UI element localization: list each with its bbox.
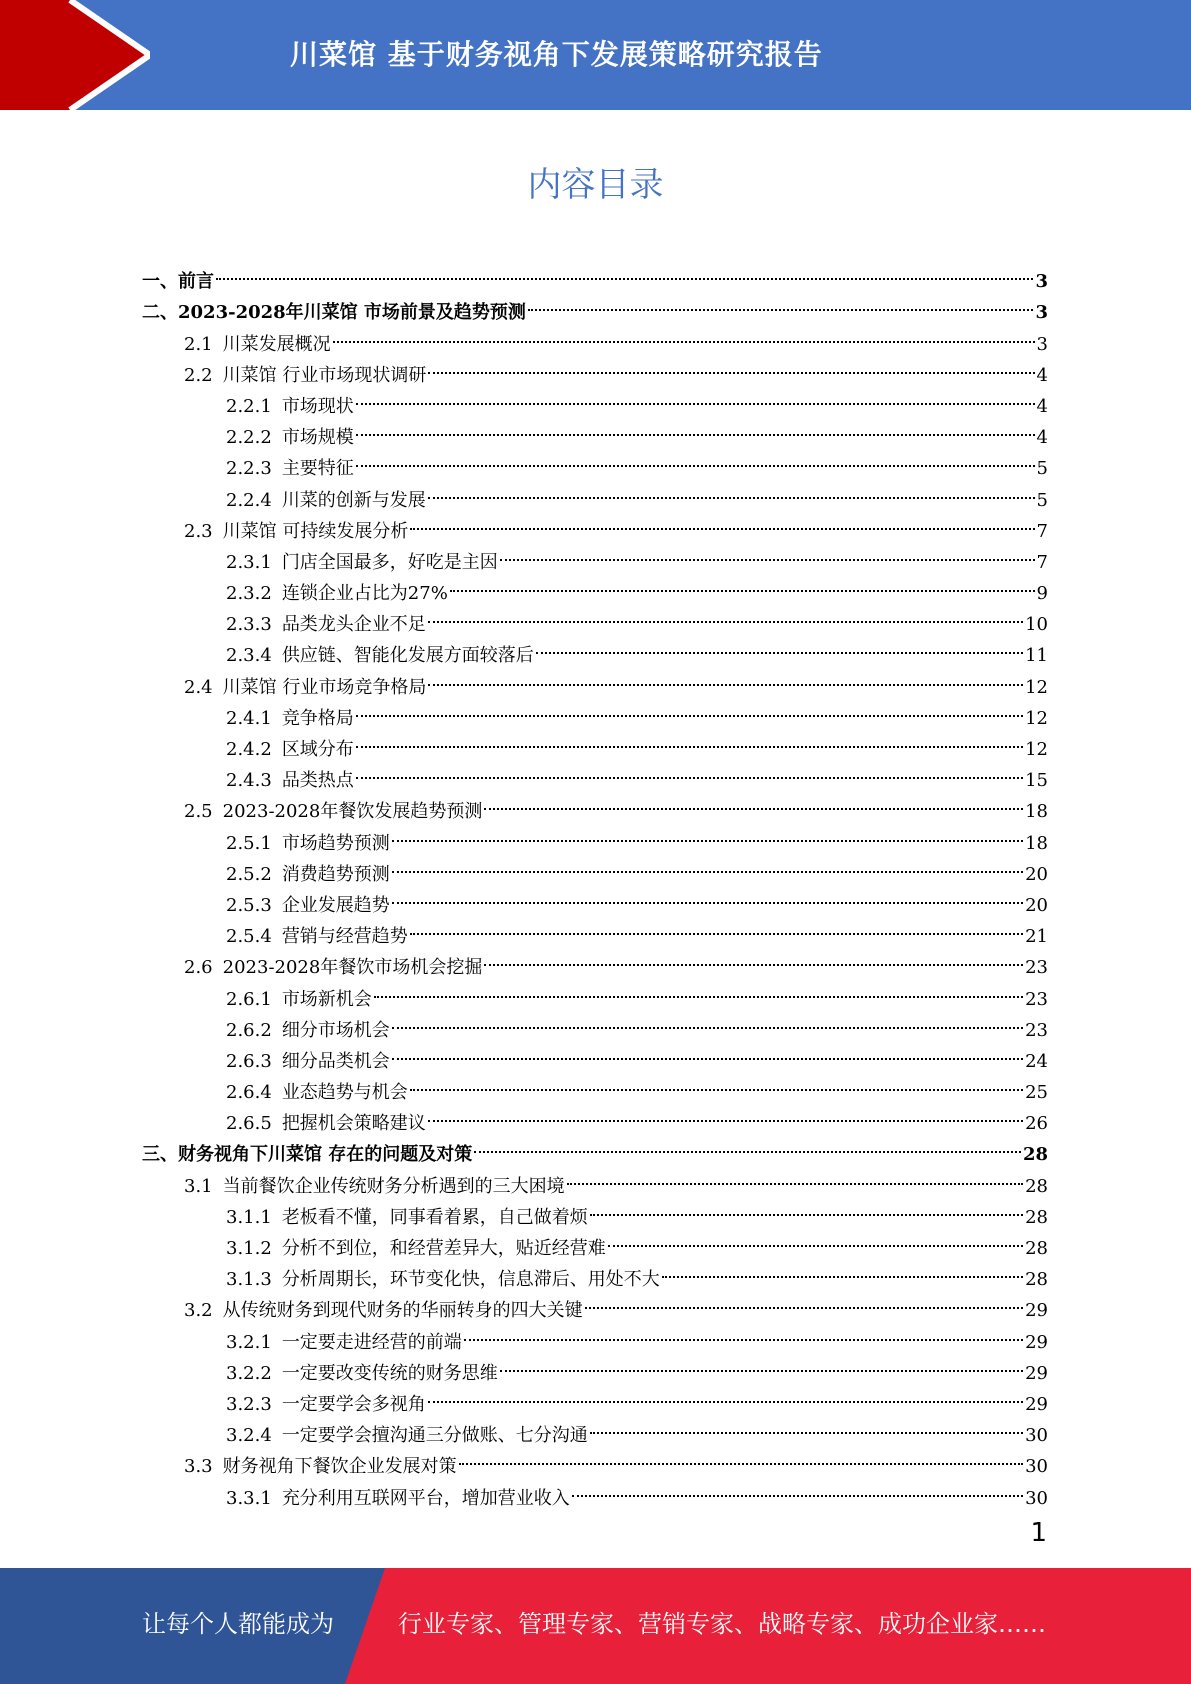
toc-leader-dots [474, 1120, 1021, 1153]
toc-entry-label: 川菜的创新与发展 [281, 489, 426, 511]
toc-entry-page: 18 [1025, 832, 1048, 854]
toc-entry-number: 2.6 [184, 957, 213, 979]
toc-entry-number: 3.1.2 [226, 1238, 272, 1259]
toc-entry-label: 前言 [178, 271, 214, 293]
toc-entry-label: 把握机会策略建议 [281, 1113, 426, 1135]
toc-entry-page: 12 [1025, 707, 1048, 729]
toc-entry-page: 23 [1025, 988, 1048, 1010]
toc-entry-page: 20 [1025, 863, 1048, 885]
toc-leader-dots [410, 1058, 1023, 1091]
toc-leader-dots [608, 1214, 1023, 1247]
toc-entry-number: 2.5.2 [226, 863, 272, 885]
toc-entry-label: 2023-2028年餐饮市场机会挖掘 [222, 957, 483, 979]
toc-entry-label: 老板看不懂，同事看着累，自己做着烦 [281, 1206, 588, 1228]
toc-entry-page: 30 [1025, 1425, 1048, 1447]
toc-entry-number: 3.1.3 [226, 1269, 272, 1291]
toc-entry-label: 一定要学会擅沟通三分做账、七分沟通 [281, 1425, 588, 1447]
toc-leader-dots [428, 465, 1035, 498]
toc-entry-page: 29 [1025, 1300, 1048, 1322]
toc-entry-label: 消费趋势预测 [281, 863, 390, 885]
toc-entry-label: 细分市场机会 [281, 1019, 390, 1041]
toc-leader-dots [500, 1339, 1023, 1372]
toc-leader-dots [572, 1463, 1023, 1496]
toc-leader-dots [392, 1027, 1023, 1060]
toc-leader-dots [356, 434, 1035, 467]
toc-entry-page: 26 [1025, 1113, 1048, 1135]
toc-entry-label: 2023-2028年川菜馆 市场前景及趋势预测 [178, 302, 526, 324]
toc-leader-dots [484, 933, 1023, 966]
toc-entry-page: 7 [1036, 551, 1048, 573]
toc-leader-dots [428, 1370, 1023, 1403]
toc-entry-page: 10 [1025, 614, 1048, 636]
toc-entry-label: 供应链、智能化发展方面较落后 [281, 645, 534, 667]
toc-entry-page: 29 [1025, 1362, 1048, 1384]
toc-leader-dots [459, 1432, 1023, 1465]
toc-leader-dots [590, 1401, 1023, 1434]
toc-entry-label: 从传统财务到现代财务的华丽转身的四大关键 [222, 1300, 583, 1322]
toc-leader-dots [585, 1276, 1023, 1309]
toc-leader-dots [356, 715, 1023, 748]
header-banner [0, 0, 1191, 110]
toc-entry-label: 企业发展趋势 [281, 894, 390, 916]
toc-entry-page: 15 [1025, 770, 1048, 792]
toc-leader-dots [392, 996, 1023, 1029]
toc-entry-number: 3.3 [184, 1456, 213, 1478]
toc-entry-label: 川菜馆 行业市场竞争格局 [222, 676, 427, 698]
toc-entry-label: 川菜馆 行业市场现状调研 [222, 364, 427, 386]
toc-entry-label: 一定要走进经营的前端 [281, 1331, 462, 1353]
toc-entry-label: 充分利用互联网平台，增加营业收入 [281, 1487, 570, 1509]
toc-entry-number: 2.4.1 [226, 707, 272, 729]
toc-entry-number: 2.6.2 [226, 1019, 272, 1041]
toc-entry-page: 28 [1025, 1269, 1048, 1291]
toc-entry-page: 29 [1025, 1393, 1048, 1415]
toc-entry-label: 市场新机会 [281, 988, 372, 1010]
toc-leader-dots [528, 278, 1034, 311]
toc-leader-dots [536, 621, 1023, 654]
toc-entry-label: 川菜发展概况 [222, 333, 331, 355]
toc-leader-dots [410, 497, 1034, 530]
toc-entry-page: 28 [1025, 1206, 1048, 1228]
page-number: 1 [1030, 1518, 1047, 1548]
toc-entry-label: 川菜馆 可持续发展分析 [222, 520, 409, 542]
toc-entry-page: 5 [1036, 489, 1048, 511]
toc-entry-page: 28 [1022, 1144, 1048, 1166]
toc-entry-label: 营销与经营趋势 [281, 926, 408, 948]
toc-heading: 内容目录 [527, 165, 664, 205]
toc-entry-label: 品类龙头企业不足 [281, 614, 426, 636]
toc-entry-number: 2.2.4 [226, 489, 272, 511]
toc-entry-number: 2.6.5 [226, 1113, 272, 1135]
toc-entry-number: 二、 [142, 302, 178, 324]
toc-entry-label: 主要特征 [281, 458, 354, 480]
toc-entry-page: 3 [1036, 333, 1048, 355]
footer-slogan-left: 让每个人都能成为 [142, 1610, 334, 1638]
toc-entry-label: 一定要改变传统的财务思维 [281, 1362, 498, 1384]
toc-entry-number: 2.2.3 [226, 458, 272, 480]
toc-entry-number: 2.5.4 [226, 926, 272, 948]
footer-slogan-right: 行业专家、管理专家、营销专家、战略专家、成功企业家…… [398, 1610, 1046, 1638]
toc-entry-number: 3.1.1 [226, 1206, 272, 1228]
header-chevron-icon [0, 0, 150, 110]
toc-entry-label: 品类热点 [281, 770, 354, 792]
toc-entry-number: 2.4.3 [226, 770, 272, 792]
toc-entry-number: 2.5.1 [226, 832, 272, 854]
toc-leader-dots [428, 652, 1023, 685]
toc-entry-number: 2.3.4 [226, 645, 272, 667]
toc-leader-dots [450, 559, 1035, 592]
toc-entry-number: 一、 [142, 271, 178, 293]
toc-entry-number: 2.2.2 [226, 427, 272, 449]
toc-leader-dots [428, 341, 1034, 374]
toc-entry-label: 门店全国最多，好吃是主因 [281, 551, 498, 573]
toc-entry-page: 21 [1025, 926, 1048, 948]
toc-leader-dots [216, 247, 1033, 280]
toc-leader-dots [428, 1089, 1023, 1122]
toc-entry-number: 2.3.2 [226, 583, 272, 605]
toc-leader-dots [392, 840, 1023, 873]
toc-entry-label: 分析不到位，和经营差异大，贴近经营难 [281, 1238, 606, 1259]
toc-leader-dots [428, 590, 1023, 623]
toc-entry-number: 2.2.1 [226, 395, 272, 417]
toc-leader-dots [356, 403, 1035, 436]
toc-entry-label: 市场现状 [281, 395, 354, 417]
toc-leader-dots [356, 746, 1023, 779]
toc-entry-page: 12 [1025, 676, 1048, 698]
toc-entry-page: 3 [1035, 302, 1048, 324]
toc-entry-page: 24 [1025, 1050, 1048, 1072]
toc-entry-page: 25 [1025, 1082, 1048, 1104]
toc-leader-dots [356, 684, 1023, 717]
toc-entry-label: 业态趋势与机会 [281, 1082, 408, 1104]
toc-entry-label: 一定要学会多视角 [281, 1393, 426, 1415]
toc-entry-label: 财务视角下餐饮企业发展对策 [222, 1456, 457, 1478]
toc-entry-number: 2.6.4 [226, 1082, 272, 1104]
toc-entry-number: 3.2 [184, 1300, 213, 1322]
toc-entry-number: 3.2.2 [226, 1362, 272, 1384]
toc-entry-page: 7 [1036, 520, 1048, 542]
toc-entry-number: 2.5.3 [226, 894, 272, 916]
toc-entry-page: 5 [1036, 458, 1048, 480]
toc-entry-page: 28 [1025, 1238, 1048, 1259]
toc-entry-number: 2.3.3 [226, 614, 272, 636]
toc-leader-dots [590, 1183, 1023, 1216]
toc-leader-dots [410, 902, 1023, 935]
report-title: 川菜馆 基于财务视角下发展策略研究报告 [290, 38, 823, 71]
toc-entry-page: 4 [1036, 364, 1048, 386]
footer-banner [0, 1568, 1191, 1684]
toc-entry-page: 30 [1025, 1456, 1048, 1478]
toc-leader-dots [392, 871, 1023, 904]
toc-entry-label: 区域分布 [281, 739, 354, 760]
table-of-contents [142, 254, 1048, 1509]
toc-entry-number: 2.4.2 [226, 739, 272, 760]
toc-entry-number: 2.1 [184, 333, 213, 355]
toc-leader-dots [567, 1151, 1023, 1184]
toc-entry-number: 3.2.3 [226, 1393, 272, 1415]
toc-entry-page: 20 [1025, 894, 1048, 916]
toc-entry-label: 竞争格局 [281, 707, 354, 729]
toc-entry-page: 23 [1025, 1019, 1048, 1041]
toc-entry-page: 28 [1025, 1175, 1048, 1197]
toc-entry-number: 2.3 [184, 520, 213, 542]
toc-leader-dots [662, 1245, 1023, 1278]
toc-entry-page: 4 [1036, 395, 1048, 417]
toc-entry-page: 12 [1025, 739, 1048, 760]
toc-entry-page: 23 [1025, 957, 1048, 979]
toc-entry-number: 2.6.3 [226, 1050, 272, 1072]
toc-entry-page: 29 [1025, 1331, 1048, 1353]
toc-leader-dots [484, 777, 1023, 810]
toc-leader-dots [356, 372, 1035, 405]
toc-entry-label: 分析周期长，环节变化快，信息滞后、用处不大 [281, 1269, 660, 1291]
toc-entry-page: 4 [1036, 427, 1048, 449]
toc-entry-number: 2.3.1 [226, 551, 272, 573]
toc-entry-number: 3.3.1 [226, 1487, 272, 1509]
toc-leader-dots [392, 808, 1023, 841]
toc-entry-number: 2.5 [184, 801, 213, 823]
toc-leader-dots [333, 309, 1035, 342]
toc-entry-number: 三、 [142, 1144, 178, 1166]
toc-entry-label: 2023-2028年餐饮发展趋势预测 [222, 801, 483, 823]
toc-entry-label: 财务视角下川菜馆 存在的问题及对策 [178, 1144, 473, 1166]
toc-entry-number: 3.2.1 [226, 1331, 272, 1353]
toc-entry-number: 2.2 [184, 364, 213, 386]
toc-entry-label: 连锁企业占比为27% [281, 583, 448, 605]
toc-entry-label: 当前餐饮企业传统财务分析遇到的三大困境 [222, 1175, 565, 1197]
toc-entry-page: 3 [1035, 271, 1048, 293]
toc-entry-page: 11 [1025, 645, 1048, 667]
toc-leader-dots [374, 964, 1023, 997]
toc-leader-dots [500, 528, 1035, 561]
toc-leader-dots [464, 1307, 1023, 1340]
toc-entry-number: 3.1 [184, 1175, 213, 1197]
toc-entry-page: 18 [1025, 801, 1048, 823]
toc-entry-number: 2.6.1 [226, 988, 272, 1010]
toc-entry-label: 市场规模 [281, 427, 354, 449]
toc-entry-label: 细分品类机会 [281, 1050, 390, 1072]
toc-entry-page: 9 [1036, 583, 1048, 605]
toc-entry-number: 2.4 [184, 676, 213, 698]
toc-entry-label: 市场趋势预测 [281, 832, 390, 854]
toc-entry-number: 3.2.4 [226, 1425, 272, 1447]
toc-entry-page: 30 [1025, 1487, 1048, 1509]
